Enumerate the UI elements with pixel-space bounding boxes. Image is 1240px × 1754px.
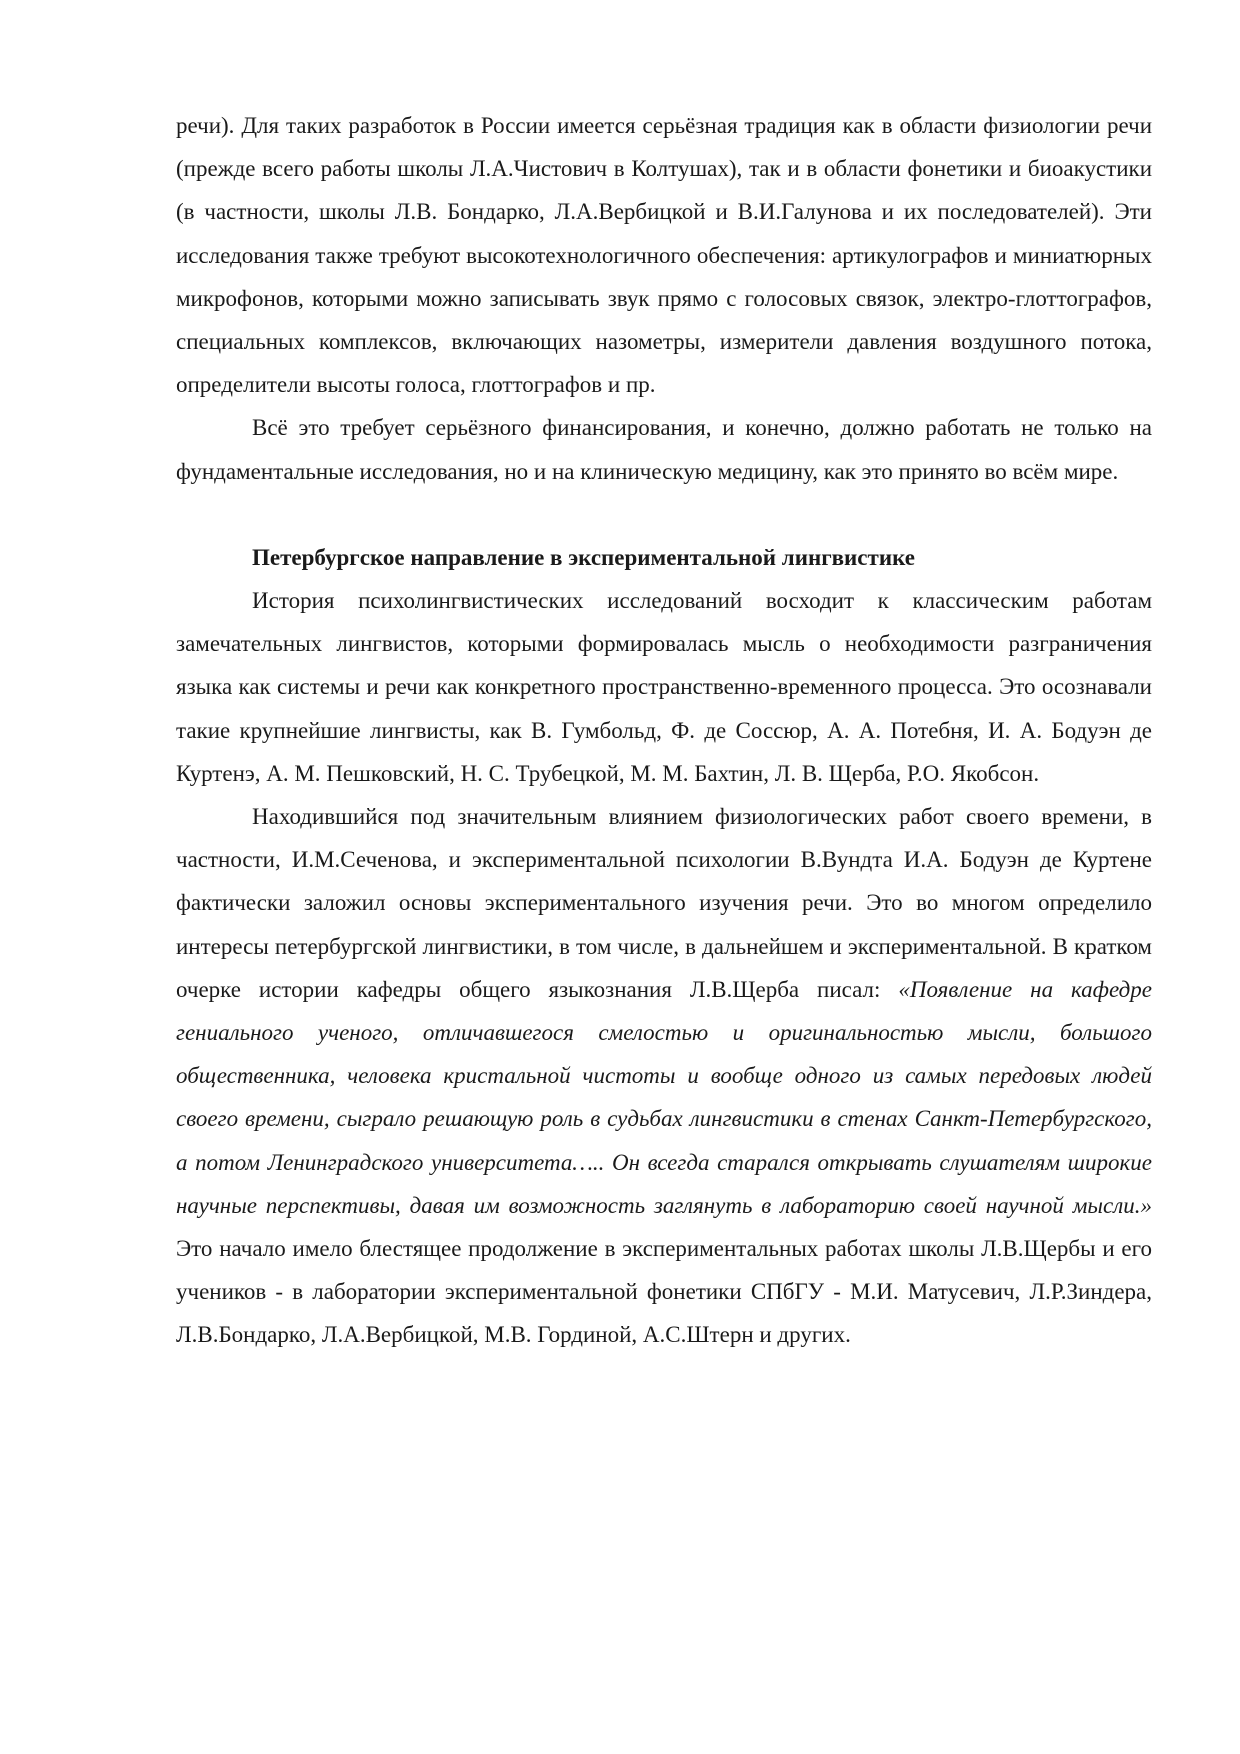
paragraph-2: Всё это требует серьёзного финансирования, и конечно, должно работать не только на фундаментальные исследования, но и на клиническую медицину, как это принято во всём мире. [176, 415, 1152, 484]
paragraph-4-intro: Находившийся под значительным влиянием физиологических работ своего времени, в частности, И.М.Сеченова, и экспериментальной психологии В.Вундта И.А. Бодуэн де Куртене фактически заложил основы экспериментального изучения речи. Это во многом определило интересы петербургской лингвистики, в том числе, в дальнейшем и экспериментальной. В кратком очерке истории кафедры общего языкознания Л.В.Щерба писал: [176, 804, 1152, 1002]
paragraph-1: речи). Для таких разработок в России имеется серьёзная традиция как в области физиологии речи (прежде всего работы школы Л.А.Чистович в Колтушах), так и в области фонетики и биоакустики (в частности, школы Л.В. Бондарко, Л.А.Вербицкой и В.И.Галунова и их последователей). Эти исследования также требуют высокотехнологичного обеспечения: артикулографов и миниатюрных микрофонов, которыми можно записывать звук прямо с голосовых связок, электро-глоттографов, специальных комплексов, включающих назометры, измерители давления воздушного потока, определители высоты голоса, глоттографов и пр. [176, 113, 1152, 398]
section-heading: Петербургское направление в экспериментальной лингвистике [252, 544, 915, 570]
paragraph-4 [176, 795, 1152, 1357]
paragraph-4-outro: Это начало имело блестящее продолжение в экспериментальных работах школы Л.В.Щербы и его учеников - в лаборатории экспериментальной фонетики СПбГУ - М.И. Матусевич, Л.Р.Зиндера, Л.В.Бондарко, Л.А.Вербицкой, М.В. Гординой, А.С.Штерн и других. [176, 1236, 1152, 1348]
paragraph-3: История психолингвистических исследований восходит к классическим работам замечательных лингвистов, которыми формировалась мысль о необходимости разграничения языка как системы и речи как конкретного пространственно-временного процесса. Это осознавали такие крупнейшие лингвисты, как В. Гумбольд, Ф. де Соссюр, А. А. Потебня, И. А. Бодуэн де Куртенэ, А. М. Пешковский, Н. С. Трубецкой, М. М. Бахтин, Л. В. Щерба, Р.О. Якобсон. [176, 588, 1152, 786]
document-page [176, 104, 1152, 1357]
shcherba-quote: «Появление на кафедре гениального ученого, отличавшегося смелостью и оригинальностью мысли, большого общественника, человека кристальной чистоты и вообще одного из самых передовых людей своего времени, сыграло решающую роль в судьбах лингвистики в стенах Санкт-Петербургского, а потом Ленинградского университета….. Он всегда старался открывать слушателям широкие научные перспективы, давая им возможность заглянуть в лабораторию своей научной мысли.» [176, 976, 1152, 1218]
